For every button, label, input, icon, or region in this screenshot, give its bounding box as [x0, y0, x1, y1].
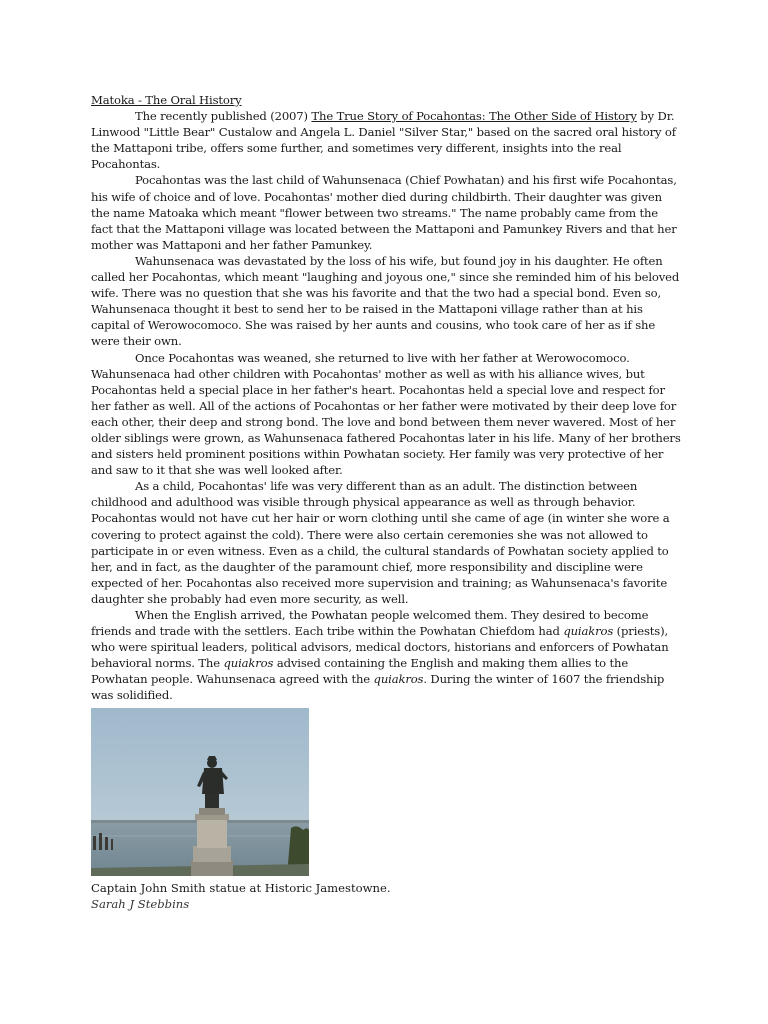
photo-credit: Sarah J Stebbins: [91, 897, 190, 911]
statue-photo: [91, 708, 309, 876]
document-body: [91, 92, 681, 704]
p6-text-c: advised containing the English and making them allies to the Powhatan people. Wahunsenaca agreed with the: [91, 656, 629, 687]
document-title: [91, 92, 681, 108]
p6-text-d: . During the winter of 1607 the friendship was solidified.: [91, 672, 665, 703]
paragraph-5: As a child, Pocahontas' life was very different than as an adult. The distinction between childhood and adulthood was visible through physical appearance as well as through behavior. Pocahontas would not have cut her hair or worn clothing until she came of age (in winter she wore a covering to protect against the cold). There were also certain ceremonies she was not allowed to participate in or even witness. Even as a child, the cultural standards of Powhatan society applied to her, and in fact, as the daughter of the paramount chief, more responsibility and discipline were expected of her. Pocahontas also received more supervision and training; as Wahunsenaca's favorite daughter she probably had even more security, as well.: [91, 479, 670, 606]
paragraph-3: Wahunsenaca was devastated by the loss of his wife, but found joy in his daughter. He often called her Pocahontas, which meant "laughing and joyous one," since she reminded him of his beloved wife. There was no question that she was his favorite and that the two had a special bond. Even so, Wahunsenaca thought it best to send her to be raised in the Mattaponi village rather than at his capital of Werowocomoco. She was raised by her aunts and cousins, who took care of her as if she were their own.: [91, 253, 680, 349]
quiakros-term-3: quiakros: [373, 672, 424, 687]
intro-text-1: The recently published (2007): [135, 109, 312, 124]
quiakros-term-1: quiakros: [563, 624, 614, 639]
photo-caption: Captain John Smith statue at Historic Jamestowne.: [91, 881, 391, 895]
photo-caption-block: [91, 880, 391, 912]
intro-text-2: by Dr. Linwood "Little Bear" Custalow and Angela L. Daniel "Silver Star," based on the sacred oral history of the Mattaponi tribe, offers some further, and sometimes very different, insights into the real Pocahontas.: [91, 109, 676, 172]
paragraph-6: [91, 607, 681, 704]
paragraph-2: Pocahontas was the last child of Wahunsenaca (Chief Powhatan) and his first wife Pocahontas, his wife of choice and of love. Pocahontas' mother died during childbirth. Their daughter was given the name Matoaka which meant "flower between two streams." The name probably came from the fact that the Mattaponi village was located between the Mattaponi and Pamunkey Rivers and that her mother was Mattaponi and her father Pamunkey.: [91, 173, 677, 252]
book-title: The True Story of Pocahontas: The Other Side of History: [311, 109, 637, 124]
p6-text-a: When the English arrived, the Powhatan people welcomed them. They desired to become friends and trade with the settlers. Each tribe within the Powhatan Chiefdom had: [91, 608, 649, 639]
paragraph-intro: [91, 108, 681, 172]
paragraph-4: Once Pocahontas was weaned, she returned to live with her father at Werowocomoco. Wahunsenaca had other children with Pocahontas' mother as well as with his alliance wives, but Pocahontas held a special place in her father's heart. Pocahontas held a special love and respect for her father as well. All of the actions of Pocahontas or her father were motivated by their deep love for each other, their deep and strong bond. The love and bond between them never wavered. Most of her older siblings were grown, as Wahunsenaca fathered Pocahontas later in his life. Many of her brothers and sisters held prominent positions within Powhatan society. Her family was very protective of her and saw to it that she was well looked after.: [91, 350, 681, 478]
p6-text-b: (priests), who were spiritual leaders, political advisors, medical doctors, historians and enforcers of Powhatan behavioral norms. The: [91, 624, 669, 671]
quiakros-term-2: quiakros: [223, 656, 274, 671]
title-text: Matoka - The Oral History: [91, 93, 242, 107]
